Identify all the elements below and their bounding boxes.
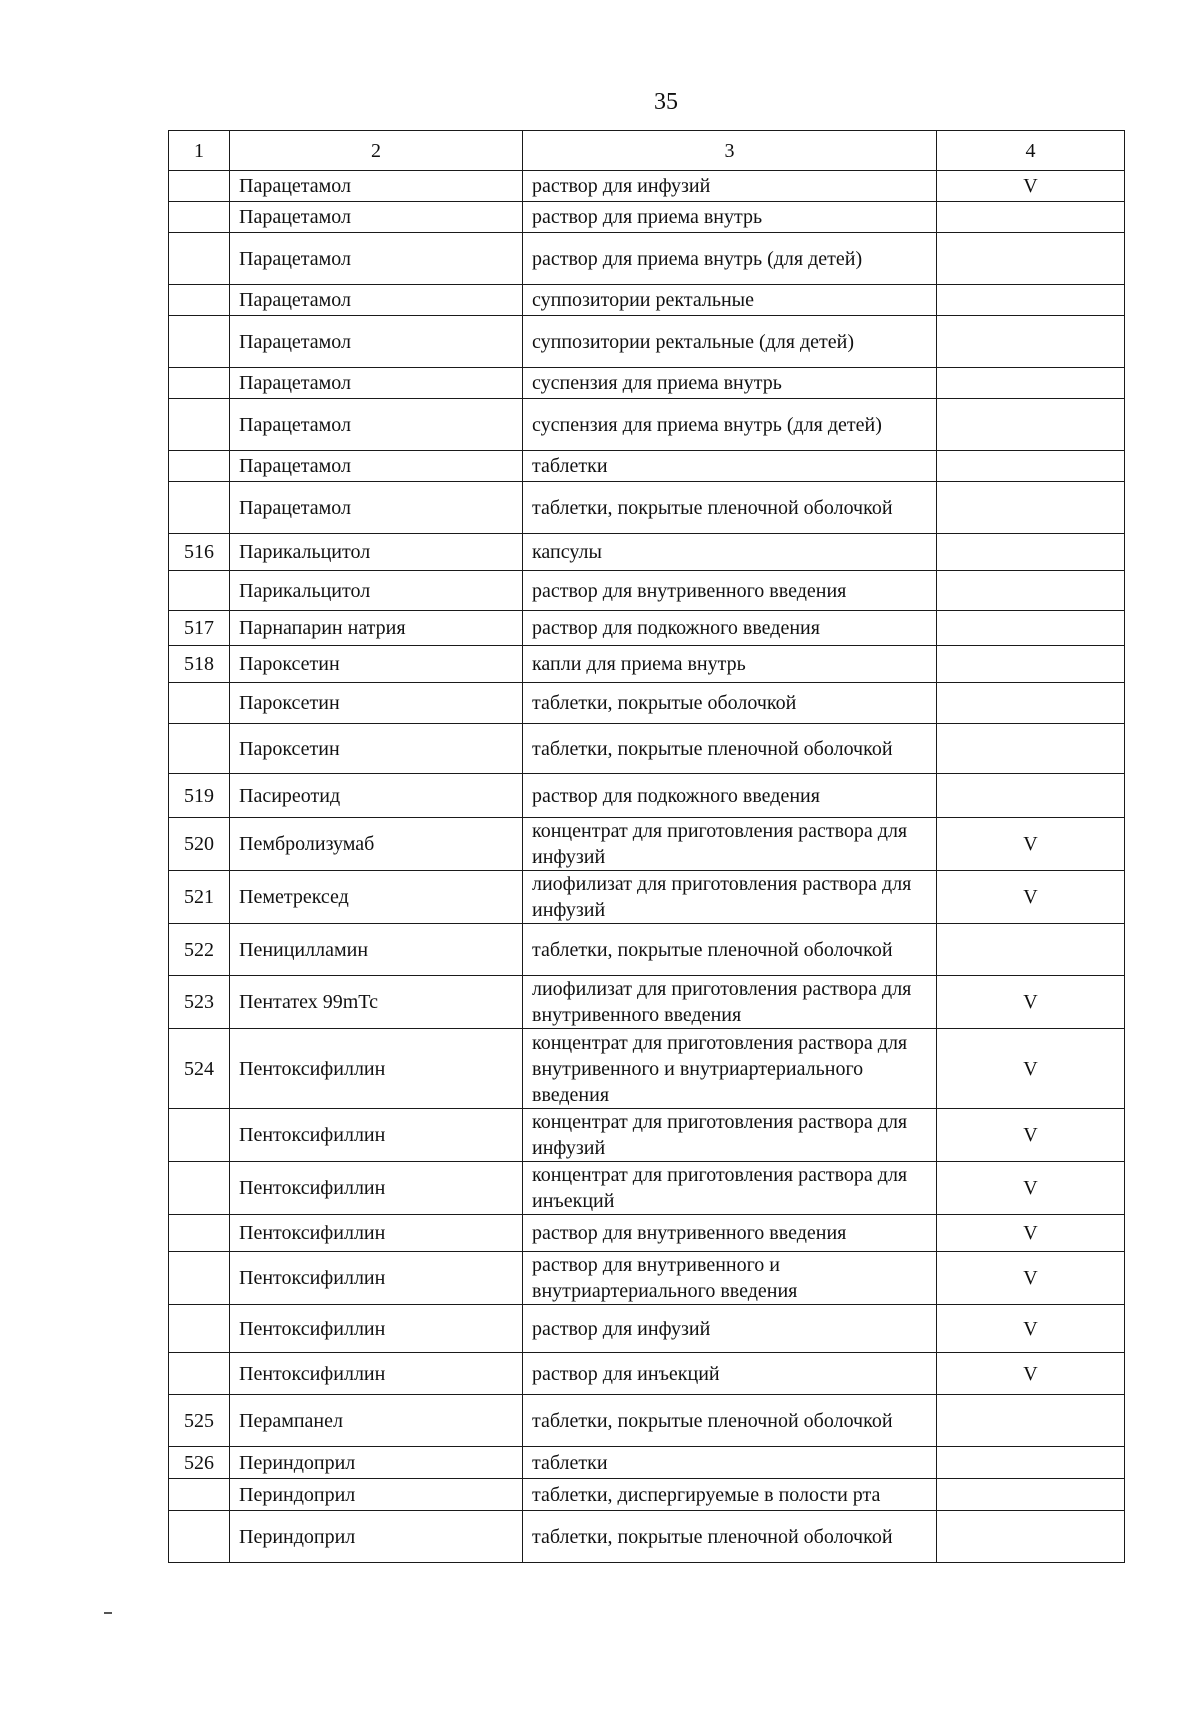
dosage-form: раствор для инъекций [523,1353,937,1395]
drug-name: Парацетамол [230,316,523,368]
table-row [169,1511,1125,1563]
table-header-row [169,131,1125,171]
drug-name: Парацетамол [230,399,523,451]
dosage-form: раствор для подкожного введения [523,611,937,646]
row-number: 518 [169,646,230,683]
dosage-form: концентрат для приготовления раствора для инъекций [523,1162,937,1215]
mark-cell: V [937,1109,1125,1162]
mark-cell [937,482,1125,534]
row-number: 523 [169,976,230,1029]
dosage-form: суппозитории ректальные (для детей) [523,316,937,368]
row-number: 525 [169,1395,230,1447]
table-row [169,1109,1125,1162]
table-row [169,1029,1125,1109]
drug-name: Периндоприл [230,1447,523,1479]
dosage-form: таблетки, покрытые пленочной оболочкой [523,724,937,774]
mark-cell [937,924,1125,976]
mark-cell [937,534,1125,571]
dosage-form: лиофилизат для приготовления раствора для инфузий [523,871,937,924]
mark-cell: V [937,1029,1125,1109]
drug-name: Парацетамол [230,233,523,285]
dosage-form: раствор для приема внутрь [523,202,937,233]
drug-name: Пароксетин [230,724,523,774]
mark-cell: V [937,1215,1125,1252]
table-row [169,646,1125,683]
drug-name: Парацетамол [230,202,523,233]
dosage-form: концентрат для приготовления раствора для внутривенного и внутриартериального введения [523,1029,937,1109]
row-number: 526 [169,1447,230,1479]
row-number [169,1162,230,1215]
drug-name: Периндоприл [230,1511,523,1563]
column-header-4: 4 [937,131,1125,171]
row-number [169,451,230,482]
mark-cell: V [937,976,1125,1029]
dosage-form: раствор для подкожного введения [523,774,937,818]
table-row [169,1162,1125,1215]
table-row [169,818,1125,871]
row-number [169,316,230,368]
dosage-form: таблетки [523,451,937,482]
mark-cell [937,451,1125,482]
table-row [169,1305,1125,1353]
drug-name: Пеницилламин [230,924,523,976]
row-number [169,482,230,534]
table-row [169,611,1125,646]
mark-cell: V [937,1252,1125,1305]
row-number: 520 [169,818,230,871]
drug-name: Пентоксифиллин [230,1029,523,1109]
table-row [169,399,1125,451]
mark-cell [937,571,1125,611]
table-row [169,683,1125,724]
dosage-form: раствор для внутривенного и внутриартериального введения [523,1252,937,1305]
mark-cell: V [937,818,1125,871]
drug-name: Парикальцитол [230,571,523,611]
drug-name: Парацетамол [230,451,523,482]
mark-cell [937,285,1125,316]
mark-cell [937,683,1125,724]
row-number [169,1252,230,1305]
dosage-form: концентрат для приготовления раствора для инфузий [523,1109,937,1162]
row-number [169,1109,230,1162]
table-row [169,482,1125,534]
dosage-form: таблетки [523,1447,937,1479]
scan-mark [104,1612,112,1614]
drug-name: Пентоксифиллин [230,1162,523,1215]
row-number [169,368,230,399]
drug-name: Пентоксифиллин [230,1252,523,1305]
table-row [169,1215,1125,1252]
page-number: 35 [654,89,678,115]
dosage-form: лиофилизат для приготовления раствора для внутривенного введения [523,976,937,1029]
table-row [169,1479,1125,1511]
row-number [169,285,230,316]
dosage-form: суппозитории ректальные [523,285,937,316]
table-row [169,871,1125,924]
row-number [169,1479,230,1511]
row-number [169,233,230,285]
mark-cell [937,233,1125,285]
row-number [169,683,230,724]
drug-name: Пеметрексед [230,871,523,924]
row-number: 517 [169,611,230,646]
drug-name: Парацетамол [230,285,523,316]
row-number [169,1353,230,1395]
row-number [169,1511,230,1563]
row-number [169,171,230,202]
dosage-form: таблетки, диспергируемые в полости рта [523,1479,937,1511]
mark-cell [937,611,1125,646]
table-row [169,451,1125,482]
row-number: 516 [169,534,230,571]
drug-name: Пентоксифиллин [230,1215,523,1252]
row-number [169,399,230,451]
row-number [169,1215,230,1252]
column-header-2: 2 [230,131,523,171]
row-number [169,571,230,611]
mark-cell: V [937,871,1125,924]
drug-name: Парацетамол [230,368,523,399]
dosage-form: таблетки, покрытые пленочной оболочкой [523,924,937,976]
drug-name: Парацетамол [230,482,523,534]
dosage-form: суспензия для приема внутрь [523,368,937,399]
mark-cell: V [937,1162,1125,1215]
mark-cell [937,368,1125,399]
dosage-form: таблетки, покрытые оболочкой [523,683,937,724]
table-row [169,233,1125,285]
table-row [169,368,1125,399]
mark-cell: V [937,171,1125,202]
drug-name: Пентоксифиллин [230,1305,523,1353]
dosage-form: капли для приема внутрь [523,646,937,683]
row-number [169,724,230,774]
drug-name: Пембролизумаб [230,818,523,871]
drug-name: Парикальцитол [230,534,523,571]
dosage-form: раствор для внутривенного введения [523,571,937,611]
row-number: 524 [169,1029,230,1109]
drug-name: Перампанел [230,1395,523,1447]
dosage-form: раствор для приема внутрь (для детей) [523,233,937,285]
drug-name: Пароксетин [230,683,523,724]
drug-name: Пентоксифиллин [230,1353,523,1395]
dosage-form: раствор для инфузий [523,171,937,202]
dosage-form: раствор для инфузий [523,1305,937,1353]
table-row [169,202,1125,233]
table-row [169,534,1125,571]
mark-cell [937,316,1125,368]
drug-name: Парнапарин натрия [230,611,523,646]
table-row [169,571,1125,611]
drug-name: Пароксетин [230,646,523,683]
dosage-form: раствор для внутривенного введения [523,1215,937,1252]
mark-cell [937,399,1125,451]
drug-name: Пасиреотид [230,774,523,818]
row-number: 521 [169,871,230,924]
table-row [169,724,1125,774]
table-row [169,171,1125,202]
dosage-form: концентрат для приготовления раствора для инфузий [523,818,937,871]
dosage-form: таблетки, покрытые пленочной оболочкой [523,482,937,534]
mark-cell [937,1395,1125,1447]
table-row [169,774,1125,818]
table-row [169,285,1125,316]
drug-name: Парацетамол [230,171,523,202]
medication-table [168,130,1125,1563]
row-number: 522 [169,924,230,976]
dosage-form: капсулы [523,534,937,571]
table-row [169,316,1125,368]
row-number [169,202,230,233]
mark-cell [937,1479,1125,1511]
dosage-form: суспензия для приема внутрь (для детей) [523,399,937,451]
dosage-form: таблетки, покрытые пленочной оболочкой [523,1511,937,1563]
drug-name: Пентоксифиллин [230,1109,523,1162]
mark-cell [937,646,1125,683]
table-row [169,924,1125,976]
row-number [169,1305,230,1353]
drug-name: Пентатех 99mTc [230,976,523,1029]
mark-cell: V [937,1305,1125,1353]
table-row [169,1447,1125,1479]
mark-cell [937,1511,1125,1563]
mark-cell [937,202,1125,233]
table-row [169,1395,1125,1447]
mark-cell: V [937,1353,1125,1395]
table-row [169,976,1125,1029]
dosage-form: таблетки, покрытые пленочной оболочкой [523,1395,937,1447]
mark-cell [937,774,1125,818]
table-row [169,1252,1125,1305]
column-header-1: 1 [169,131,230,171]
mark-cell [937,1447,1125,1479]
table-row [169,1353,1125,1395]
drug-name: Периндоприл [230,1479,523,1511]
column-header-3: 3 [523,131,937,171]
row-number: 519 [169,774,230,818]
mark-cell [937,724,1125,774]
